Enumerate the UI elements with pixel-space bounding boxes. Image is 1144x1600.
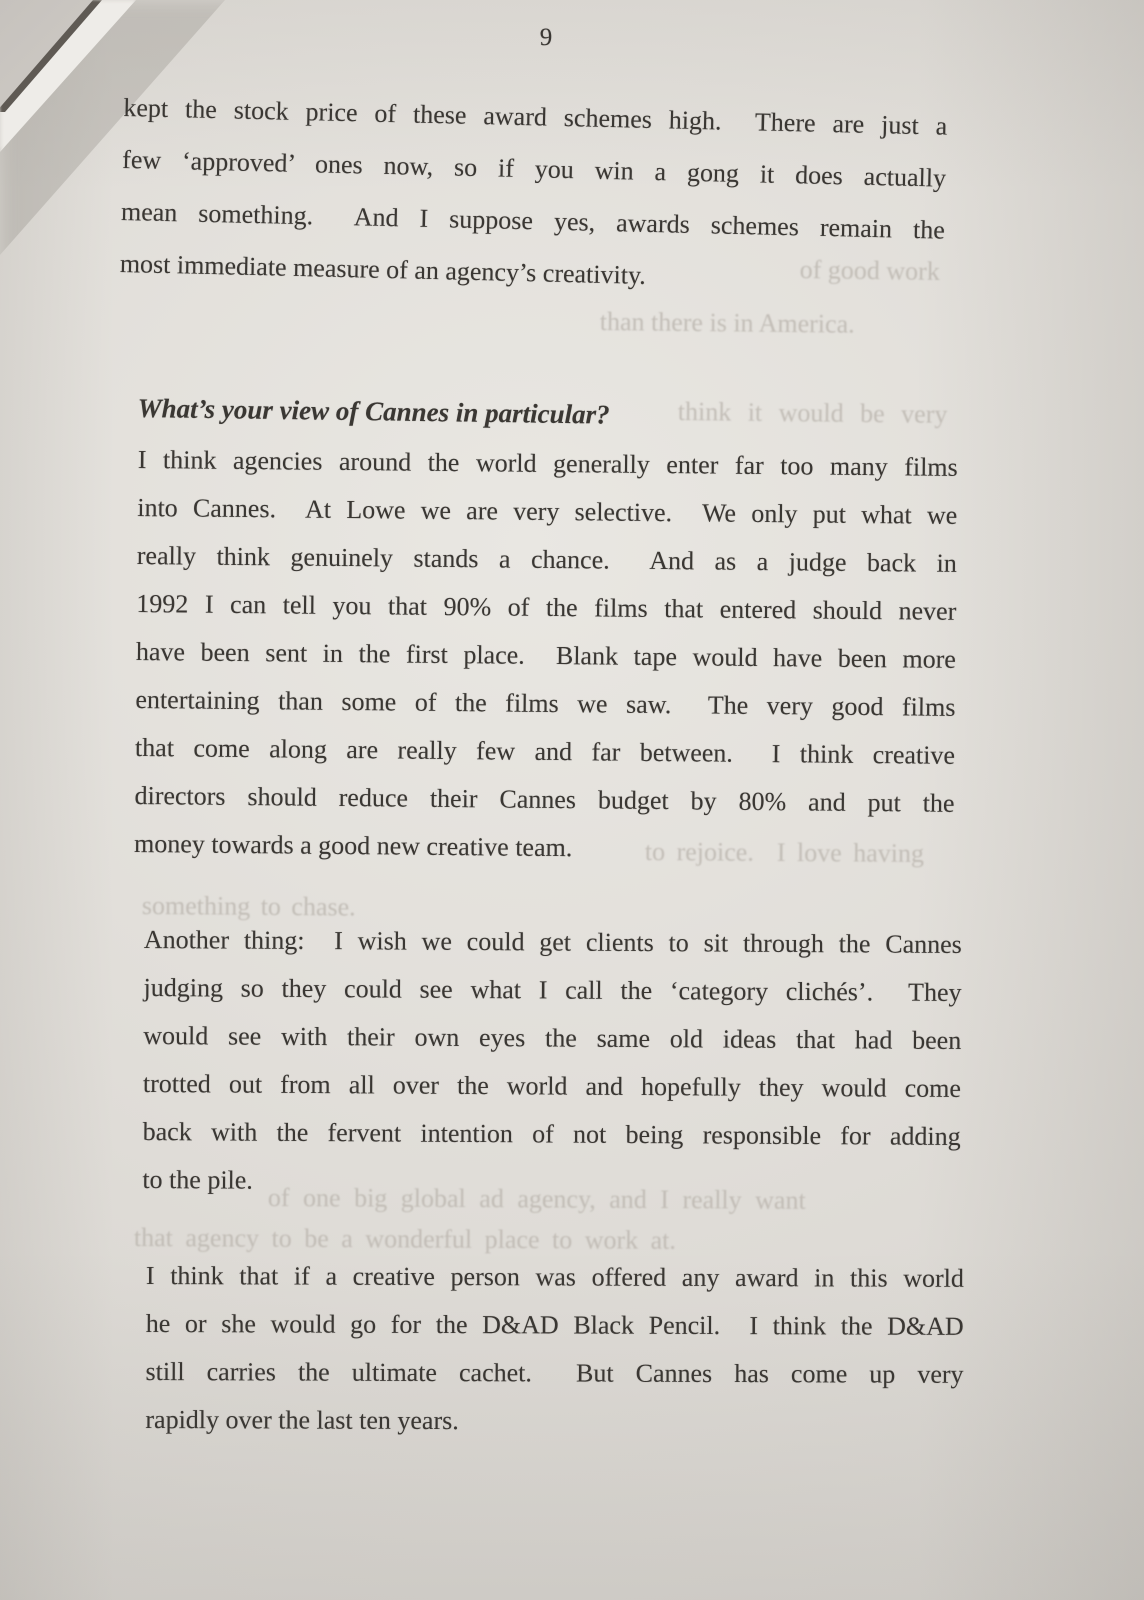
ghost-text-line: of one big global ad agency, and I really want [267,1182,806,1215]
text-line: that come along are really few and far between. I think creative [134,732,956,770]
text-line: few ‘approved’ ones now, so if you win a gong it does actually [121,144,947,193]
text-line: Another thing: I wish we could get clients to sit through the Cannes [143,924,962,959]
ghost-text-line: that agency to be a wonderful place to work at. [133,1222,677,1255]
page-number: 9 [539,24,553,51]
text-line: to the pile. [142,1164,253,1195]
text-line: still carries the ultimate cachet. But Cannes has come up very [145,1356,964,1389]
text-line: directors should reduce their Cannes budget by 80% and put the [134,780,955,818]
text-line: mean something. And I suppose yes, awards schemes remain the [120,196,946,245]
text-line: most immediate measure of an agency’s creativity. [119,248,647,290]
ghost-text-line: than there is in America. [599,306,855,339]
ghost-text-line: think it would be very [677,396,948,429]
text-line: judging so they could see what I call the ‘category clichés’. They [143,972,962,1007]
text-line: I think agencies around the world generally enter far too many films [137,444,958,482]
text-line: would see with their own eyes the same old ideas that had been [143,1020,962,1055]
text-line: into Cannes. At Lowe we are very selective. We only put what we [137,492,958,530]
body-paragraph-2 [134,436,958,876]
text-line: 1992 I can tell you that 90% of the films that entered should never [136,588,957,626]
ghost-text-line: something to chase. [141,890,356,922]
text-line: money towards a good new creative team. [133,828,573,863]
body-paragraph-3 [142,916,962,1209]
text-line: have been sent in the first place. Blank tape would have been more [135,636,957,674]
text-line: I think that if a creative person was offered any award in this world [145,1261,964,1293]
body-paragraph-4 [145,1252,964,1447]
text-line: kept the stock price of these award schemes high. There are just a [123,92,948,141]
question-heading [137,384,898,443]
text-line: really think genuinely stands a chance. And as a judge back in [136,540,957,578]
text-line: entertaining than some of the films we saw. The very good films [135,684,956,722]
ghost-text-line: to rejoice. I love having [644,836,925,868]
text-line: trotted out from all over the world and hopefully they would come [142,1068,962,1103]
ghost-text-line: of good work [799,254,941,286]
text-line: rapidly over the last ten years. [145,1404,459,1436]
text-line: What’s your view of Cannes in particular? [137,392,610,430]
body-paragraph-1 [119,82,948,309]
text-line: back with the fervent intention of not being responsible for adding [142,1116,961,1151]
text-line: he or she would go for the D&AD Black Pencil. I think the D&AD [145,1308,964,1341]
